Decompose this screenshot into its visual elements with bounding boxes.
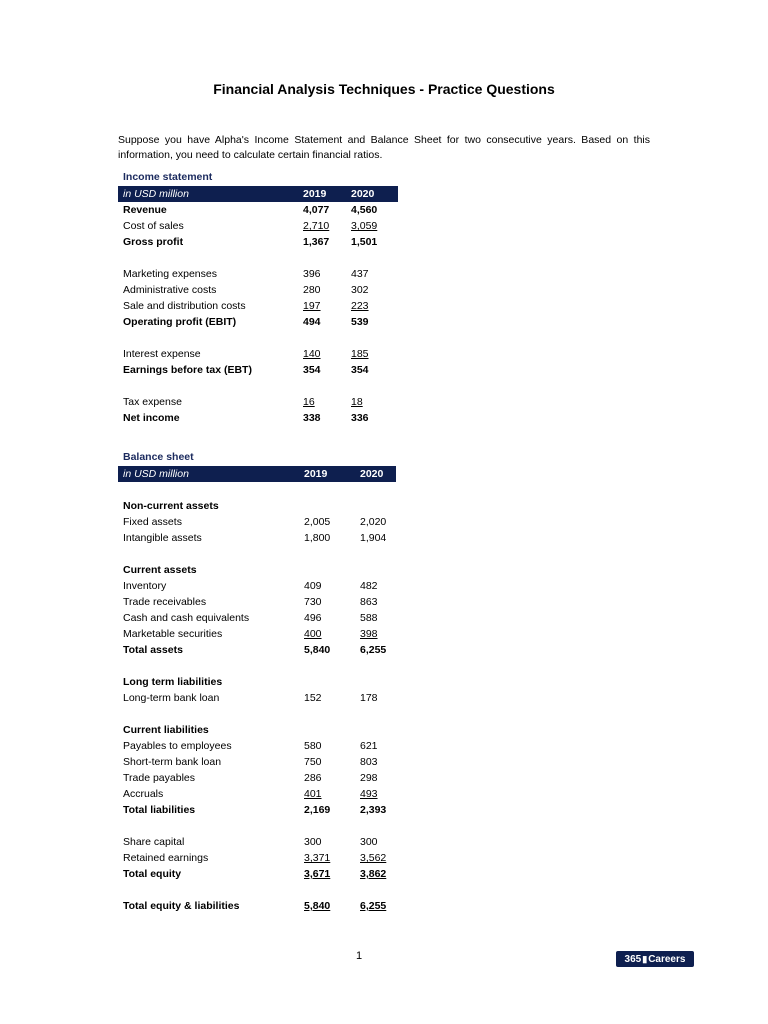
balance-row-value-2020: 3,562: [360, 852, 387, 864]
page-number: 1: [355, 950, 363, 962]
balance-row-value-2020: 863: [360, 596, 378, 608]
income-row-value-2020: 354: [351, 364, 369, 376]
balance-row-value-2019: 152: [304, 692, 322, 704]
income-row-value-2020: 3,059: [351, 220, 378, 232]
balance-year-2020: 2020: [360, 468, 384, 480]
income-row-value-2019: 2,710: [303, 220, 330, 232]
income-row-label: Interest expense: [123, 348, 201, 360]
income-row-value-2020: 302: [351, 284, 369, 296]
balance-row-value-2019: 580: [304, 740, 322, 752]
balance-row-label: Current assets: [123, 564, 197, 576]
balance-row-label: Total liabilities: [123, 804, 196, 816]
income-row-label: Operating profit (EBIT): [123, 316, 237, 328]
income-year-2019: 2019: [303, 188, 327, 200]
balance-row-label: Accruals: [123, 788, 164, 800]
balance-row-value-2020: 3,862: [360, 868, 387, 880]
balance-row-label: Long-term bank loan: [123, 692, 220, 704]
logo-prefix: 365: [624, 954, 642, 965]
balance-row-value-2020: 482: [360, 580, 378, 592]
income-row-value-2019: 280: [303, 284, 321, 296]
balance-row-value-2019: 2,005: [304, 516, 331, 528]
income-row-value-2019: 354: [303, 364, 321, 376]
balance-row-value-2019: 286: [304, 772, 322, 784]
income-row-value-2019: 197: [303, 300, 321, 312]
balance-row-value-2020: 493: [360, 788, 378, 800]
intro-paragraph: Suppose you have Alpha's Income Statement and Balance Sheet for two consecutive years. Based on this information, you need to calculate certain financial ratios.: [118, 134, 650, 161]
balance-row-value-2020: 621: [360, 740, 378, 752]
income-row-label: Sale and distribution costs: [123, 300, 246, 312]
balance-row-value-2020: 398: [360, 628, 378, 640]
balance-row-label: Total assets: [123, 644, 183, 656]
income-row-value-2019: 338: [303, 412, 321, 424]
income-unit-label: in USD million: [123, 188, 189, 200]
balance-row-label: Short-term bank loan: [123, 756, 222, 768]
income-row-label: Tax expense: [123, 396, 182, 408]
balance-sheet-title: Balance sheet: [123, 451, 194, 463]
income-year-2020: 2020: [351, 188, 375, 200]
balance-row-value-2020: 1,904: [360, 532, 387, 544]
balance-row-value-2019: 730: [304, 596, 322, 608]
balance-row-value-2019: 401: [304, 788, 322, 800]
balance-row-value-2020: 803: [360, 756, 378, 768]
balance-row-value-2020: 588: [360, 612, 378, 624]
balance-row-label: Marketable securities: [123, 628, 223, 640]
income-row-value-2020: 4,560: [351, 204, 378, 216]
income-row-value-2020: 336: [351, 412, 369, 424]
balance-row-label: Current liabilities: [123, 724, 209, 736]
income-row-value-2019: 396: [303, 268, 321, 280]
balance-row-label: Payables to employees: [123, 740, 232, 752]
balance-row-label: Total equity: [123, 868, 182, 880]
income-row-label: Earnings before tax (EBT): [123, 364, 252, 376]
balance-row-label: Fixed assets: [123, 516, 182, 528]
365-careers-logo: [616, 951, 694, 967]
balance-row-value-2019: 400: [304, 628, 322, 640]
income-header-bar: [118, 186, 398, 202]
balance-row-label: Retained earnings: [123, 852, 209, 864]
bar-chart-icon: ▮: [642, 954, 648, 964]
balance-unit-label: in USD million: [123, 468, 189, 480]
income-statement-title: Income statement: [123, 171, 213, 183]
balance-row-label: Intangible assets: [123, 532, 202, 544]
balance-row-value-2020: 6,255: [360, 644, 387, 656]
balance-row-label: Long term liabilities: [123, 676, 223, 688]
income-row-value-2019: 4,077: [303, 204, 330, 216]
income-row-label: Marketing expenses: [123, 268, 217, 280]
balance-row-value-2019: 409: [304, 580, 322, 592]
income-row-value-2019: 1,367: [303, 236, 330, 248]
balance-row-value-2019: 1,800: [304, 532, 331, 544]
balance-row-label: Share capital: [123, 836, 185, 848]
income-row-value-2020: 18: [351, 396, 363, 408]
income-row-label: Cost of sales: [123, 220, 184, 232]
balance-row-value-2020: 298: [360, 772, 378, 784]
balance-row-label: Trade payables: [123, 772, 195, 784]
income-row-label: Revenue: [123, 204, 167, 216]
balance-year-2019: 2019: [304, 468, 328, 480]
balance-row-value-2019: 5,840: [304, 900, 331, 912]
balance-header-bar: [118, 466, 396, 482]
balance-row-label: Trade receivables: [123, 596, 207, 608]
balance-row-value-2020: 2,020: [360, 516, 387, 528]
balance-row-value-2019: 2,169: [304, 804, 331, 816]
income-row-label: Gross profit: [123, 236, 184, 248]
balance-row-value-2019: 750: [304, 756, 322, 768]
balance-row-label: Non-current assets: [123, 500, 219, 512]
logo-suffix: Careers: [648, 954, 686, 965]
balance-row-value-2019: 300: [304, 836, 322, 848]
balance-row-label: Cash and cash equivalents: [123, 612, 250, 624]
income-row-value-2019: 140: [303, 348, 321, 360]
balance-row-value-2020: 6,255: [360, 900, 387, 912]
income-row-value-2019: 494: [303, 316, 321, 328]
income-row-value-2020: 437: [351, 268, 369, 280]
income-row-value-2020: 539: [351, 316, 369, 328]
income-row-value-2020: 1,501: [351, 236, 378, 248]
income-row-label: Administrative costs: [123, 284, 217, 296]
balance-row-value-2020: 300: [360, 836, 378, 848]
income-row-value-2019: 16: [303, 396, 315, 408]
balance-row-value-2019: 496: [304, 612, 322, 624]
income-row-value-2020: 185: [351, 348, 369, 360]
balance-row-value-2019: 5,840: [304, 644, 331, 656]
balance-row-value-2019: 3,371: [304, 852, 331, 864]
income-row-label: Net income: [123, 412, 180, 424]
balance-row-value-2020: 2,393: [360, 804, 387, 816]
balance-row-label: Inventory: [123, 580, 167, 592]
balance-row-value-2020: 178: [360, 692, 378, 704]
balance-row-value-2019: 3,671: [304, 868, 331, 880]
balance-row-label: Total equity & liabilities: [123, 900, 240, 912]
income-row-value-2020: 223: [351, 300, 369, 312]
page-title: Financial Analysis Techniques - Practice Questions: [213, 81, 555, 97]
